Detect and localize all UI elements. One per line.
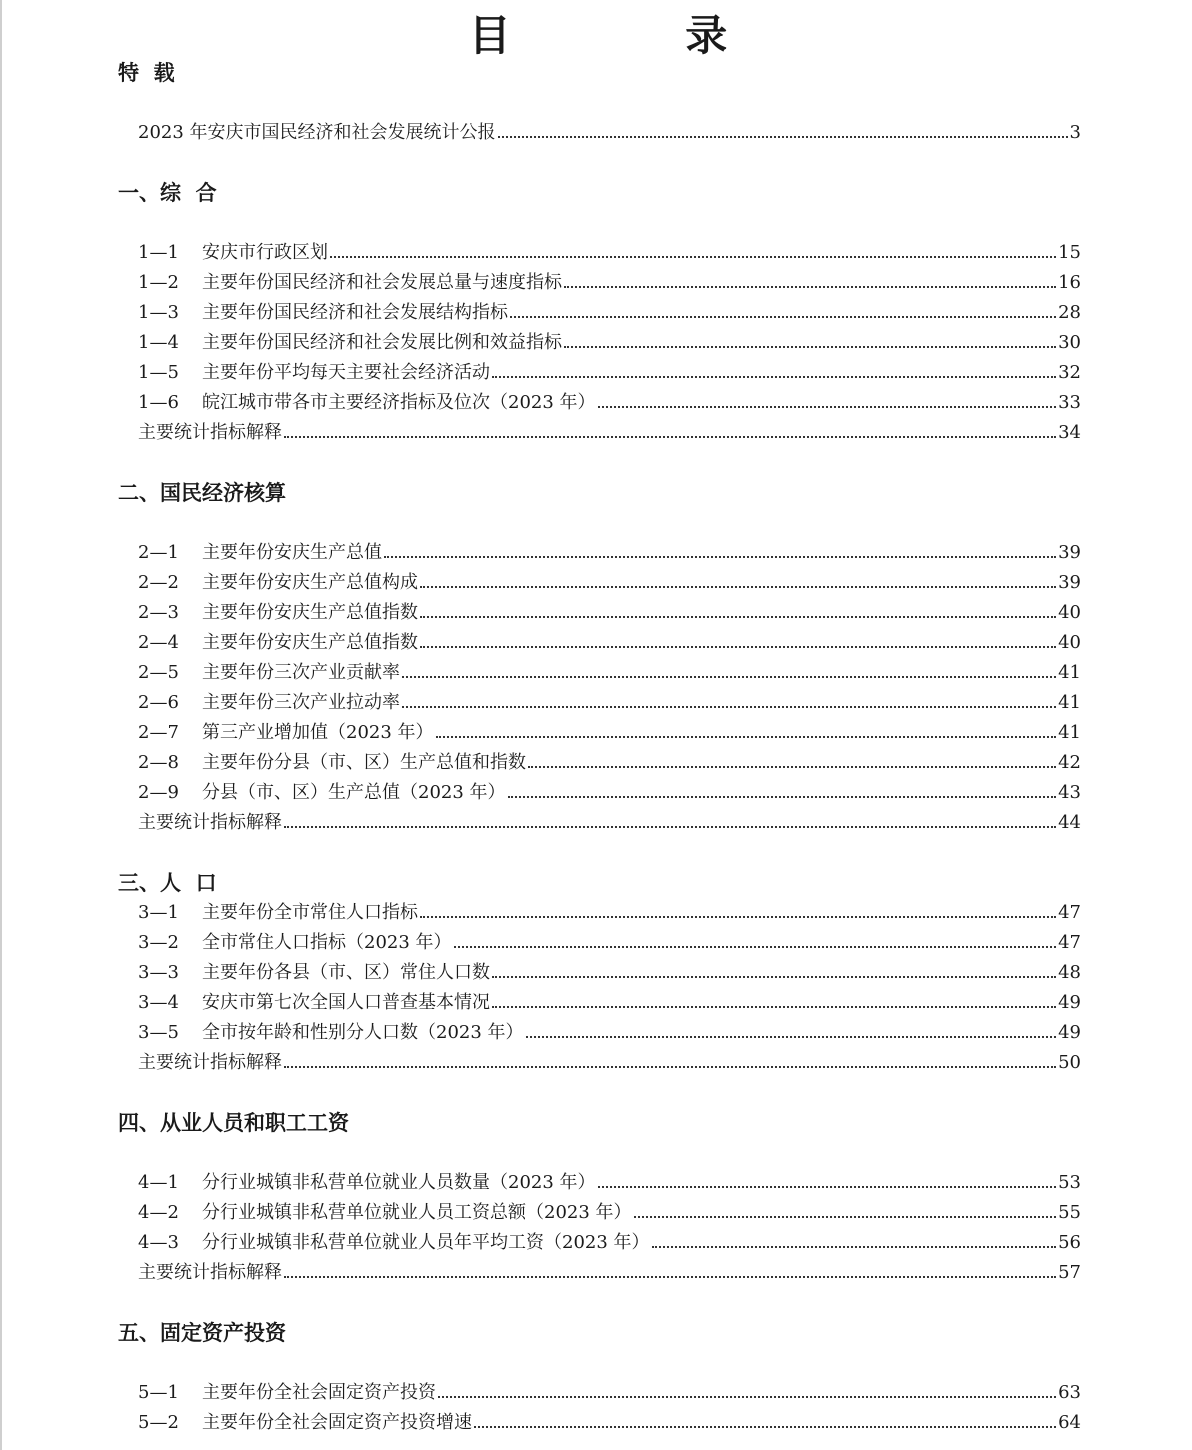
entry-title: 皖江城市带各市主要经济指标及位次（2023 年）: [202, 392, 596, 413]
entry-page-number: 30: [1058, 332, 1081, 353]
dot-leader: [474, 1426, 1056, 1428]
entry-page-number: 41: [1058, 662, 1081, 683]
entry-page-number: 50: [1058, 1052, 1081, 1073]
entry-title: 主要年份国民经济和社会发展结构指标: [202, 302, 508, 323]
entry-number: 1—1: [138, 242, 179, 263]
entry-title: 全市常住人口指标（2023 年）: [202, 932, 452, 953]
entry-page-number: 43: [1058, 782, 1081, 803]
toc-entry[interactable]: [138, 898, 1081, 928]
dot-leader: [598, 406, 1057, 408]
dot-leader: [420, 646, 1056, 648]
toc-entry[interactable]: [138, 988, 1081, 1018]
entry-title: 主要年份国民经济和社会发展总量与速度指标: [202, 272, 562, 293]
entry-number: 2—7: [138, 722, 179, 743]
dot-leader: [402, 706, 1056, 708]
entry-number: 1—2: [138, 272, 179, 293]
entry-title: 分县（市、区）生产总值（2023 年）: [202, 782, 506, 803]
toc-entry[interactable]: [138, 388, 1081, 418]
dot-leader: [492, 376, 1056, 378]
entry-page-number: 48: [1058, 962, 1081, 983]
entry-title: 主要统计指标解释: [138, 1052, 282, 1073]
toc-entry[interactable]: [138, 598, 1081, 628]
entry-page-number: 39: [1058, 572, 1081, 593]
toc-entry[interactable]: [138, 1198, 1081, 1228]
entry-page-number: 41: [1058, 692, 1081, 713]
toc-entry[interactable]: [138, 1168, 1081, 1198]
dot-leader: [384, 556, 1056, 558]
entry-page-number: 49: [1058, 1022, 1081, 1043]
entry-page-number: 15: [1058, 242, 1081, 263]
toc-entry[interactable]: [138, 568, 1081, 598]
toc-entry[interactable]: [138, 268, 1081, 298]
entry-page-number: 47: [1058, 932, 1081, 953]
entry-number: 3—1: [138, 902, 179, 923]
dot-leader: [510, 316, 1056, 318]
entry-number: 3—5: [138, 1022, 179, 1043]
entry-number: 2—1: [138, 542, 179, 563]
dot-leader: [564, 346, 1056, 348]
entry-title: 主要统计指标解释: [138, 422, 282, 443]
entry-page-number: 40: [1058, 632, 1081, 653]
section-heading: 五、固定资产投资: [118, 1320, 286, 1345]
dot-leader: [284, 436, 1056, 438]
entry-number: 2—3: [138, 602, 179, 623]
entry-number: 5—1: [138, 1382, 179, 1403]
entry-title: 主要年份全市常住人口指标: [202, 902, 418, 923]
toc-entry[interactable]: [138, 1018, 1081, 1048]
toc-entry[interactable]: [138, 628, 1081, 658]
dot-leader: [420, 586, 1056, 588]
entry-title: 分行业城镇非私营单位就业人员工资总额（2023 年）: [202, 1202, 632, 1223]
entry-page-number: 55: [1058, 1202, 1081, 1223]
dot-leader: [284, 826, 1056, 828]
entry-number: 1—6: [138, 392, 179, 413]
dot-leader: [634, 1216, 1057, 1218]
entry-title: 主要年份安庆生产总值: [202, 542, 382, 563]
toc-entry[interactable]: [138, 1378, 1081, 1408]
dot-leader: [498, 136, 1068, 138]
toc-entry[interactable]: [138, 328, 1081, 358]
entry-title: 主要年份安庆生产总值构成: [202, 572, 418, 593]
entry-page-number: 63: [1058, 1382, 1081, 1403]
entry-page-number: 53: [1058, 1172, 1081, 1193]
entry-page-number: 41: [1058, 722, 1081, 743]
entry-number: 2—2: [138, 572, 179, 593]
entry-number: 2—8: [138, 752, 179, 773]
dot-leader: [598, 1186, 1057, 1188]
toc-entry[interactable]: [138, 238, 1081, 268]
dot-leader: [438, 1396, 1056, 1398]
dot-leader: [284, 1276, 1056, 1278]
dot-leader: [508, 796, 1057, 798]
entry-page-number: 56: [1058, 1232, 1081, 1253]
entry-page-number: 33: [1058, 392, 1081, 413]
dot-leader: [526, 1036, 1057, 1038]
entry-number: 4—2: [138, 1202, 179, 1223]
toc-entry[interactable]: [138, 1258, 1081, 1288]
entry-title: 分行业城镇非私营单位就业人员数量（2023 年）: [202, 1172, 596, 1193]
section-heading: 特 载: [118, 60, 175, 85]
entry-title: 主要年份安庆生产总值指数: [202, 632, 418, 653]
entry-number: 3—3: [138, 962, 179, 983]
toc-entry[interactable]: [138, 928, 1081, 958]
dot-leader: [492, 976, 1056, 978]
toc-entry[interactable]: [138, 538, 1081, 568]
entry-number: 3—2: [138, 932, 179, 953]
entry-number: 2—4: [138, 632, 179, 653]
toc-entry[interactable]: [138, 358, 1081, 388]
dot-leader: [528, 766, 1056, 768]
entry-title: 安庆市第七次全国人口普查基本情况: [202, 992, 490, 1013]
toc-entry[interactable]: [138, 118, 1081, 148]
entry-number: 5—2: [138, 1412, 179, 1433]
entry-number: 2—9: [138, 782, 179, 803]
dot-leader: [492, 1006, 1056, 1008]
entry-title: 2023 年安庆市国民经济和社会发展统计公报: [138, 122, 496, 143]
entry-title: 主要年份安庆生产总值指数: [202, 602, 418, 623]
entry-title: 第三产业增加值（2023 年）: [202, 722, 434, 743]
entry-page-number: 47: [1058, 902, 1081, 923]
entry-title: 主要年份国民经济和社会发展比例和效益指标: [202, 332, 562, 353]
entry-title: 主要年份平均每天主要社会经济活动: [202, 362, 490, 383]
dot-leader: [420, 616, 1056, 618]
entry-page-number: 42: [1058, 752, 1081, 773]
toc-entry[interactable]: [138, 958, 1081, 988]
entry-number: 1—5: [138, 362, 179, 383]
entry-number: 1—3: [138, 302, 179, 323]
entry-title: 主要年份各县（市、区）常住人口数: [202, 962, 490, 983]
entry-number: 1—4: [138, 332, 179, 353]
entry-title: 主要统计指标解释: [138, 1262, 282, 1283]
entry-number: 4—1: [138, 1172, 179, 1193]
entry-page-number: 3: [1069, 122, 1081, 143]
entry-page-number: 34: [1058, 422, 1081, 443]
dot-leader: [454, 946, 1057, 948]
toc-entry[interactable]: [138, 688, 1081, 718]
toc-entry[interactable]: [138, 1408, 1081, 1438]
page-title: 目 录: [468, 11, 808, 60]
entry-title: 主要年份全社会固定资产投资: [202, 1382, 436, 1403]
dot-leader: [436, 736, 1057, 738]
dot-leader: [652, 1246, 1057, 1248]
entry-page-number: 49: [1058, 992, 1081, 1013]
toc-entry[interactable]: [138, 418, 1081, 448]
toc-entry[interactable]: [138, 718, 1081, 748]
entry-page-number: 16: [1058, 272, 1081, 293]
entry-title: 安庆市行政区划: [202, 242, 328, 263]
section-heading: 一、综 合: [118, 180, 217, 205]
dot-leader: [330, 256, 1056, 258]
toc-entry[interactable]: [138, 778, 1081, 808]
toc-entry[interactable]: [138, 1048, 1081, 1078]
entry-page-number: 40: [1058, 602, 1081, 623]
toc-entry[interactable]: [138, 748, 1081, 778]
entry-title: 分行业城镇非私营单位就业人员年平均工资（2023 年）: [202, 1232, 650, 1253]
section-heading: 三、人 口: [118, 870, 217, 895]
toc-entry[interactable]: [138, 1228, 1081, 1258]
entry-number: 4—3: [138, 1232, 179, 1253]
entry-title: 主要年份三次产业拉动率: [202, 692, 400, 713]
entry-page-number: 39: [1058, 542, 1081, 563]
entry-page-number: 28: [1058, 302, 1081, 323]
toc-entry[interactable]: [138, 658, 1081, 688]
entry-page-number: 32: [1058, 362, 1081, 383]
entry-title: 主要统计指标解释: [138, 812, 282, 833]
section-heading: 二、国民经济核算: [118, 480, 286, 505]
entry-page-number: 64: [1058, 1412, 1081, 1433]
entry-title: 全市按年龄和性别分人口数（2023 年）: [202, 1022, 524, 1043]
entry-page-number: 44: [1058, 812, 1081, 833]
toc-entry[interactable]: [138, 298, 1081, 328]
dot-leader: [402, 676, 1056, 678]
dot-leader: [564, 286, 1056, 288]
entry-page-number: 57: [1058, 1262, 1081, 1283]
entry-number: 3—4: [138, 992, 179, 1013]
entry-number: 2—5: [138, 662, 179, 683]
toc-entry[interactable]: [138, 808, 1081, 838]
dot-leader: [420, 916, 1056, 918]
entry-title: 主要年份分县（市、区）生产总值和指数: [202, 752, 526, 773]
entry-number: 2—6: [138, 692, 179, 713]
entry-title: 主要年份全社会固定资产投资增速: [202, 1412, 472, 1433]
entry-title: 主要年份三次产业贡献率: [202, 662, 400, 683]
section-heading: 四、从业人员和职工工资: [118, 1110, 349, 1135]
dot-leader: [284, 1066, 1056, 1068]
